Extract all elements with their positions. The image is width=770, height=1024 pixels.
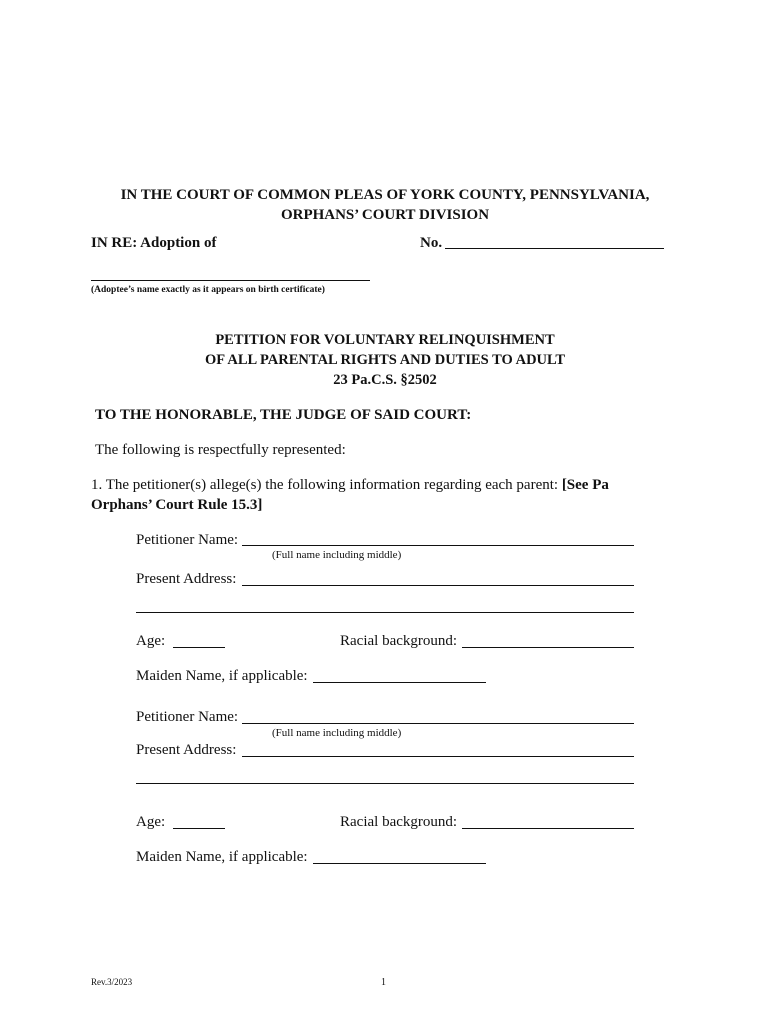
petitioner2-racial-field[interactable] bbox=[462, 828, 634, 829]
petitioner1-age-label: Age: bbox=[136, 633, 166, 649]
petitioner2-address-field[interactable] bbox=[242, 756, 634, 757]
petitioner1-address-field[interactable] bbox=[242, 585, 634, 586]
petitioner1-age-field[interactable] bbox=[173, 647, 225, 648]
petitioner2-name-label: Petitioner Name: bbox=[136, 709, 239, 725]
item1-rule-reference: Orphans’ Court Rule 15.3] bbox=[91, 497, 263, 513]
petition-title-line1: PETITION FOR VOLUNTARY RELINQUISHMENT bbox=[215, 332, 555, 348]
petitioner2-name-field[interactable] bbox=[242, 723, 634, 724]
petition-title-statute: 23 Pa.C.S. §2502 bbox=[333, 372, 437, 388]
page-number: 1 bbox=[381, 977, 386, 988]
petitioner1-maiden-label: Maiden Name, if applicable: bbox=[136, 668, 308, 684]
intro-text: The following is respectfully represented: bbox=[95, 442, 346, 458]
petitioner1-name-note: (Full name including middle) bbox=[272, 549, 402, 561]
petitioner2-racial-label: Racial background: bbox=[340, 814, 458, 830]
petitioner1-address-field-2[interactable] bbox=[136, 612, 634, 613]
petitioner1-address-label: Present Address: bbox=[136, 571, 237, 587]
adoptee-name-note: (Adoptee’s name exactly as it appears on birth certificate) bbox=[91, 285, 325, 295]
item1-text bbox=[91, 477, 609, 494]
item1-plain: 1. The petitioner(s) allege(s) the following information regarding each parent: bbox=[91, 477, 562, 493]
petition-title-line2: OF ALL PARENTAL RIGHTS AND DUTIES TO ADULT bbox=[204, 352, 566, 368]
item1-bold-start: [See Pa bbox=[561, 477, 609, 493]
docket-no-label: No. bbox=[420, 235, 443, 251]
petitioner1-name-label: Petitioner Name: bbox=[136, 532, 239, 548]
petitioner2-address-label: Present Address: bbox=[136, 742, 237, 758]
petitioner2-age-label: Age: bbox=[136, 814, 166, 830]
in-re-label: IN RE: Adoption of bbox=[91, 235, 217, 251]
petitioner1-racial-label: Racial background: bbox=[340, 633, 458, 649]
court-heading-line2: ORPHANS’ COURT DIVISION bbox=[280, 207, 490, 223]
petitioner2-maiden-label: Maiden Name, if applicable: bbox=[136, 849, 308, 865]
salutation: TO THE HONORABLE, THE JUDGE OF SAID COURT: bbox=[95, 407, 472, 423]
petitioner2-maiden-field[interactable] bbox=[313, 863, 486, 864]
docket-no-field[interactable] bbox=[445, 248, 664, 249]
petitioner1-name-field[interactable] bbox=[242, 545, 634, 546]
petitioner1-maiden-field[interactable] bbox=[313, 682, 486, 683]
adoptee-name-field[interactable] bbox=[91, 280, 370, 281]
petitioner2-name-note: (Full name including middle) bbox=[272, 727, 402, 739]
petitioner2-age-field[interactable] bbox=[173, 828, 225, 829]
court-heading-line1: IN THE COURT OF COMMON PLEAS OF YORK COUNTY, PENNSYLVANIA, bbox=[120, 187, 650, 203]
petitioner1-racial-field[interactable] bbox=[462, 647, 634, 648]
petitioner2-address-field-2[interactable] bbox=[136, 783, 634, 784]
revision-note: Rev.3/2023 bbox=[91, 977, 133, 987]
